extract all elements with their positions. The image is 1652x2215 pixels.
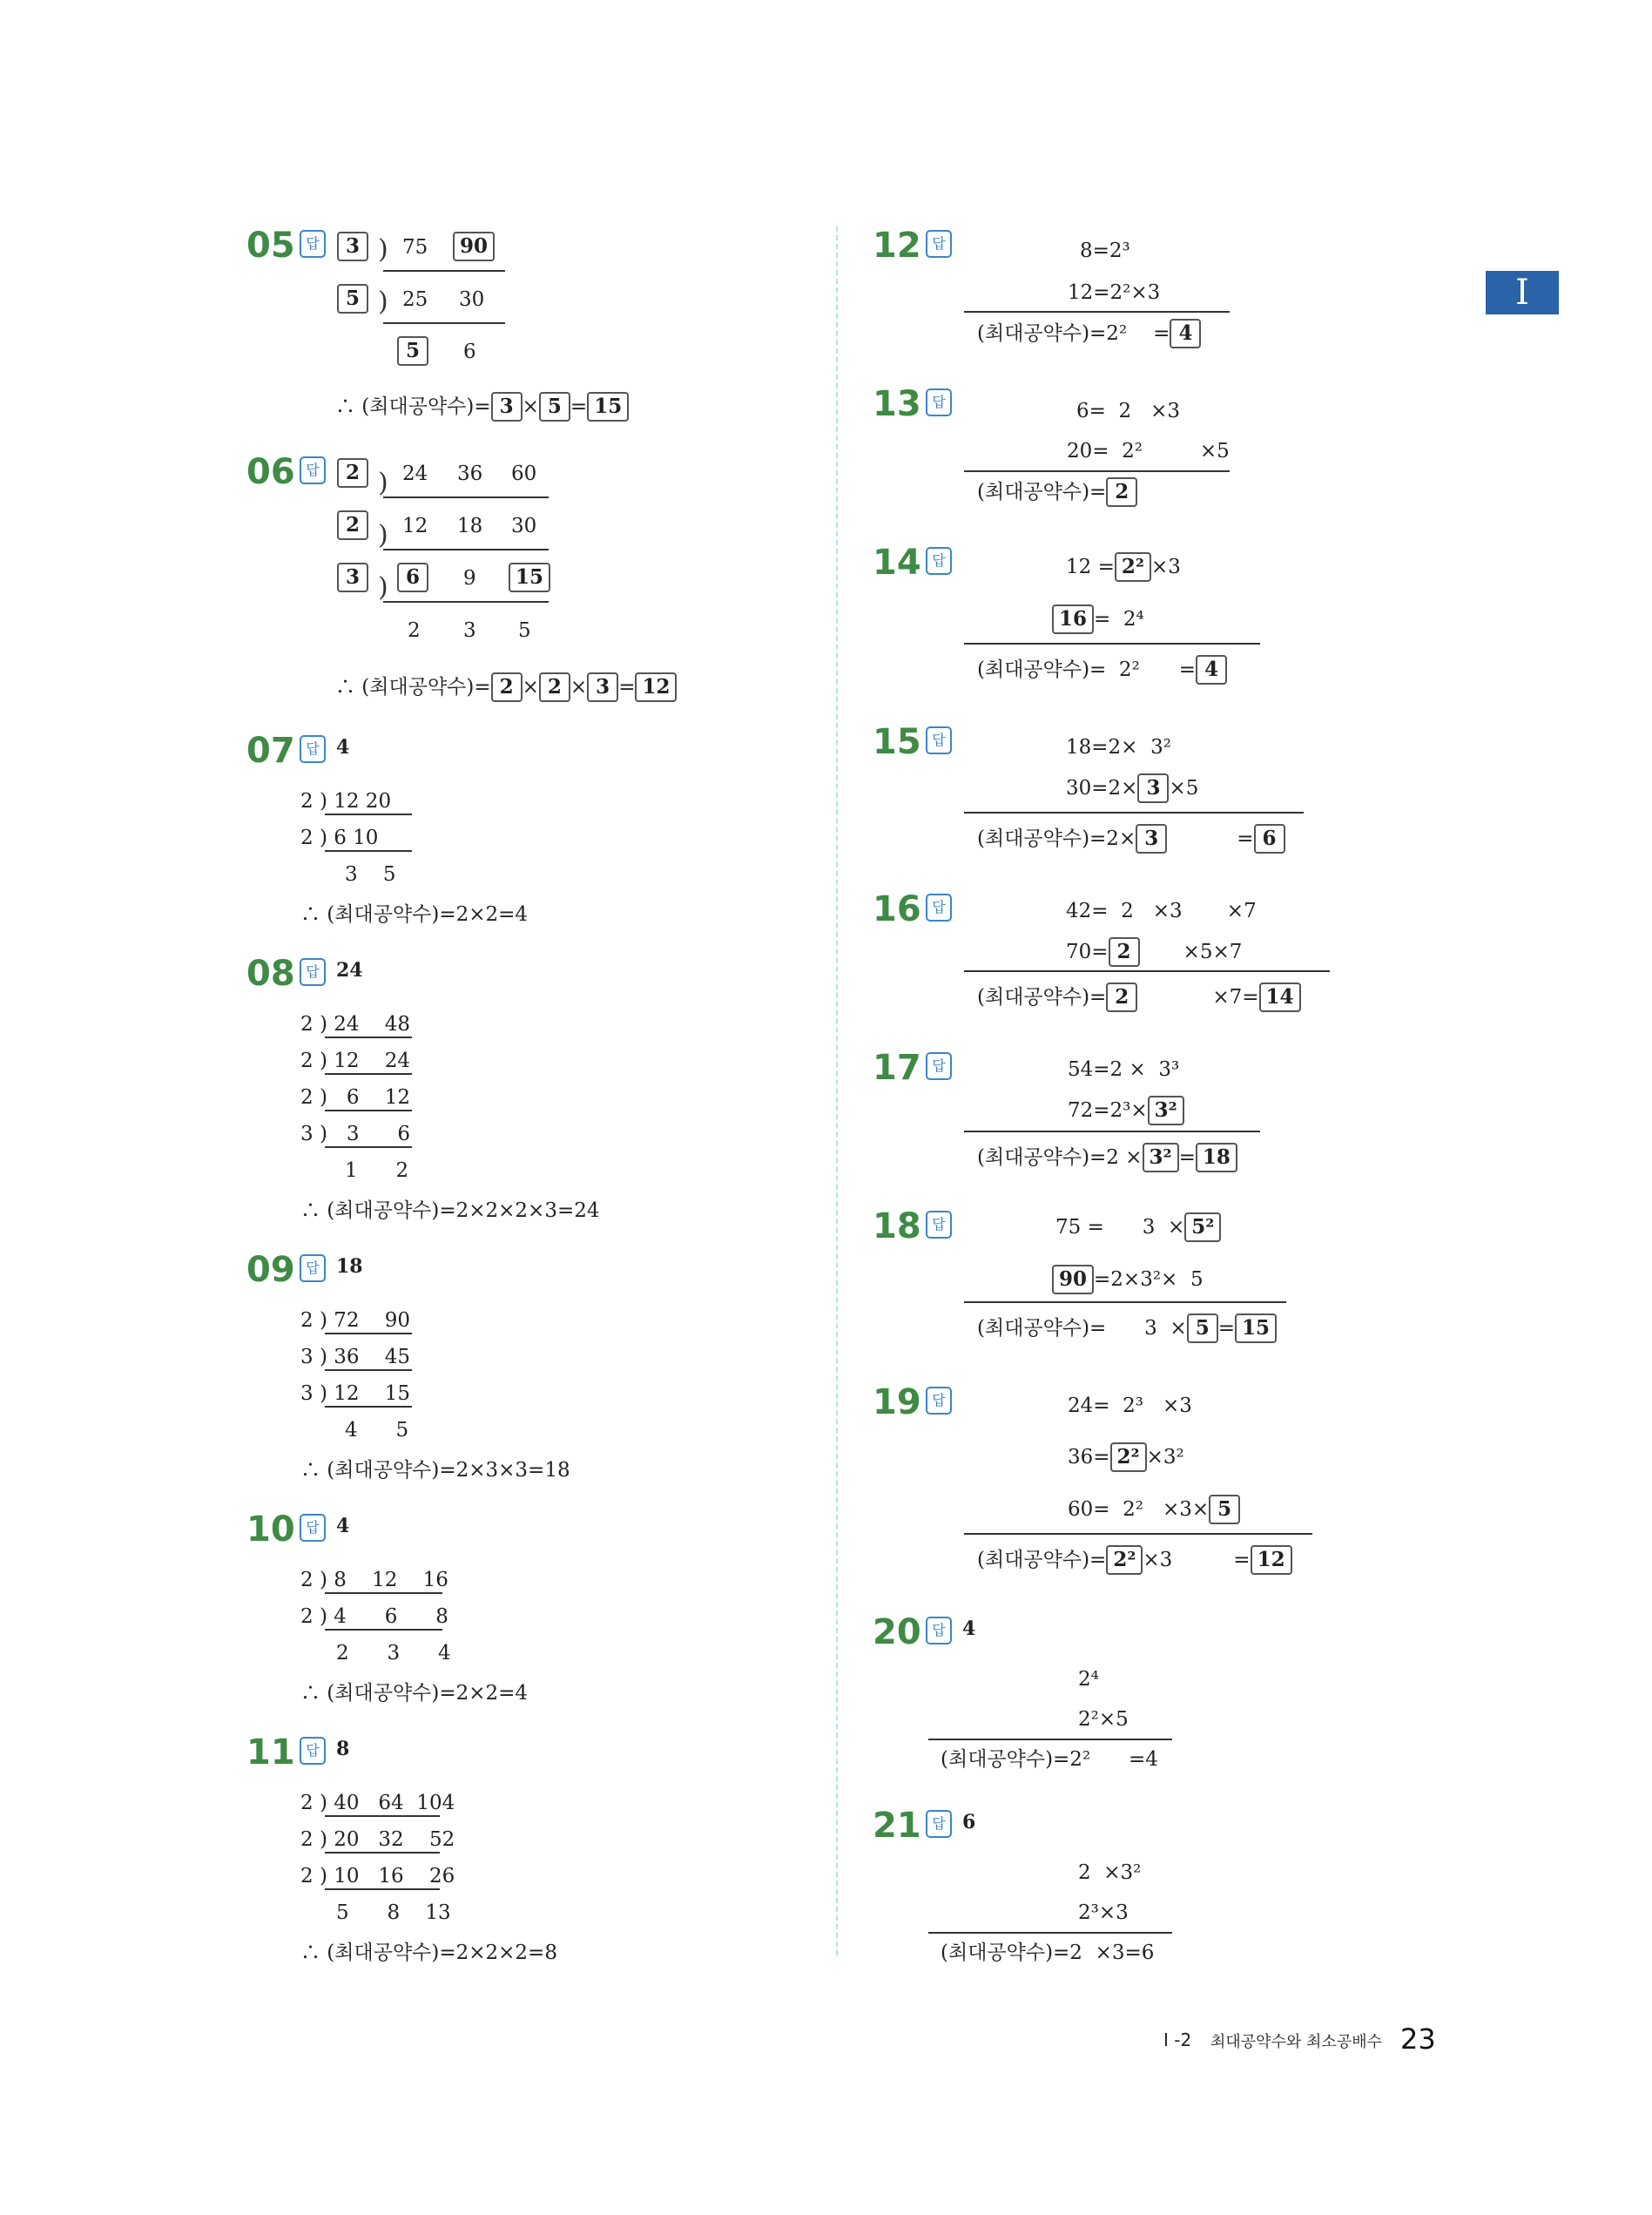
quotient: 2: [408, 619, 421, 642]
dividend: 36: [457, 463, 483, 485]
answer-box: 2: [491, 672, 523, 702]
answer-box: 4: [1170, 319, 1201, 348]
division-line: [325, 1369, 412, 1371]
answer-box: 2²: [1115, 552, 1151, 582]
factorization-line: 2⁴: [1078, 1668, 1099, 1691]
division-line: [325, 850, 412, 852]
answer-box: 3²: [1143, 1143, 1179, 1172]
answer-box: 5²: [1184, 1212, 1221, 1242]
problem-number: 19: [873, 1382, 921, 1422]
sum-line: [964, 311, 1230, 313]
answer-box: 15: [509, 563, 550, 592]
dividend: 60: [511, 463, 537, 485]
sum-line: [964, 1533, 1312, 1535]
answer-value: 8: [336, 1738, 350, 1760]
gcd-line: (최대공약수)=2² =4: [941, 1748, 1158, 1771]
division-line: [325, 1146, 412, 1148]
problem-number: 06: [246, 452, 295, 492]
answer-box: 16: [1052, 604, 1094, 634]
answer-value: 6: [962, 1811, 976, 1833]
answer-box: 5: [397, 336, 428, 366]
answer-value: 4: [336, 736, 350, 759]
answer-box: 2: [1106, 477, 1137, 507]
quotient-row: 2 3 4: [336, 1642, 451, 1665]
answer-value: 4: [336, 1515, 350, 1537]
answer-badge: 답: [300, 1254, 326, 1282]
division-line: [325, 1888, 440, 1890]
division-row: 3 ) 36 45: [300, 1346, 411, 1368]
answer-badge: 답: [300, 958, 326, 986]
division-row: 2 ) 4 6 8: [300, 1605, 448, 1628]
division-line: [325, 1592, 442, 1594]
division-line: [325, 814, 412, 815]
factorization-line: 2 ×3²: [1078, 1861, 1142, 1884]
answer-box: 6: [1254, 824, 1285, 854]
answer-box: 14: [1259, 983, 1301, 1012]
dividend: 30: [511, 515, 537, 537]
quotient-row: 4 5: [345, 1419, 409, 1442]
gcd-line: (최대공약수)=2 ×3=6: [941, 1942, 1155, 1964]
answer-box: 3: [491, 392, 523, 422]
answer-badge: 답: [926, 547, 952, 575]
problem-number: 05: [246, 226, 295, 266]
factorization-line: 36= 2² ×3²: [1068, 1442, 1184, 1472]
problem-number: 13: [873, 384, 921, 424]
division-row: 2 ) 72 90: [300, 1309, 411, 1332]
division-line: [325, 1815, 440, 1817]
problem-number: 08: [246, 954, 295, 994]
sum-line: [964, 643, 1260, 645]
answer-value: 24: [336, 959, 363, 982]
answer-box: 3: [1136, 824, 1167, 854]
sum-line: [964, 812, 1304, 814]
quotient-row: 3 5: [345, 863, 396, 886]
dividend: 18: [457, 515, 483, 537]
factorization-line: 2³×3: [1078, 1901, 1129, 1924]
problem-number: 07: [246, 731, 295, 771]
answer-box: 5: [1209, 1495, 1240, 1524]
answer-box: 3: [337, 232, 368, 261]
answer-box: 2: [539, 672, 570, 702]
factorization-line: 12 = 2² ×3: [1066, 552, 1181, 582]
answer-badge: 답: [300, 456, 326, 484]
quotient-row: 5 8 13: [336, 1901, 451, 1924]
division-line: [325, 1406, 412, 1408]
division-row: 2 ) 12 20: [300, 790, 392, 813]
division-line: [383, 270, 505, 272]
problem-number: 14: [873, 543, 921, 583]
gcd-line: (최대공약수)=2² = 4: [977, 319, 1201, 348]
problem-number: 16: [873, 889, 921, 929]
dividend: 25: [402, 288, 428, 311]
problem-number: 17: [873, 1048, 921, 1088]
problem-number: 18: [873, 1206, 921, 1246]
answer-box: 90: [1052, 1265, 1094, 1294]
factorization-line: 8=2³: [1080, 240, 1130, 262]
dividend: 12: [402, 515, 428, 537]
answer-box: 6: [397, 563, 428, 592]
answer-value: 4: [962, 1617, 976, 1640]
sum-line: [928, 1932, 1172, 1934]
answer-box: 90: [453, 232, 495, 261]
division-row: 2 ) 10 16 26: [300, 1865, 455, 1887]
quotient-row: 1 2: [345, 1159, 409, 1182]
conclusion: ∴ (최대공약수)=2×3×3=18: [300, 1459, 570, 1482]
chapter-tab: I: [1486, 271, 1559, 314]
problem-number: 21: [873, 1806, 921, 1846]
answer-badge: 답: [926, 1617, 952, 1644]
division-line: [325, 1037, 412, 1038]
answer-badge: 답: [926, 1387, 952, 1415]
answer-badge: 답: [926, 1052, 952, 1080]
factorization-line: 70= 2 ×5×7: [1066, 937, 1242, 967]
sum-line: [964, 470, 1230, 472]
problem-number: 09: [246, 1250, 295, 1290]
problem-number: 12: [873, 226, 921, 266]
gcd-line: (최대공약수)= 2: [977, 477, 1137, 507]
problem-number: 11: [246, 1732, 295, 1773]
answer-badge: 답: [300, 1737, 326, 1765]
problem-number: 10: [246, 1509, 295, 1550]
factorization-line: 6= 2 ×3: [1076, 400, 1180, 422]
division-row: 2 ) 12 24: [300, 1050, 411, 1072]
conclusion: ∴ (최대공약수)=2×2=4: [300, 1682, 529, 1705]
factorization-line: 75 = 3 × 5²: [1055, 1212, 1221, 1242]
division-row: 2 ) 8 12 16: [300, 1569, 448, 1591]
sum-line: [928, 1739, 1172, 1740]
factorization-line: 90 =2×3²× 5: [1052, 1265, 1204, 1294]
answer-badge: 답: [926, 1810, 952, 1838]
answer-box: 5: [1187, 1313, 1218, 1343]
answer-badge: 답: [926, 1211, 952, 1239]
factorization-line: 16 = 2⁴: [1052, 604, 1144, 634]
gcd-line: (최대공약수)= 3 × 5 = 15: [977, 1313, 1277, 1343]
factorization-line: 2²×5: [1078, 1708, 1129, 1731]
problem-number: 15: [873, 722, 921, 762]
answer-box: 2: [1109, 937, 1140, 967]
page-number: 23: [1400, 2023, 1436, 2056]
gcd-line: (최대공약수)= 2² ×3 = 12: [977, 1545, 1292, 1575]
quotient: 3: [463, 619, 476, 642]
answer-box: 2: [1106, 983, 1137, 1012]
conclusion: ∴ (최대공약수)=2×2=4: [300, 903, 529, 926]
division-line: [325, 1110, 412, 1111]
answer-box: 18: [1196, 1143, 1237, 1172]
division-line: [325, 1333, 412, 1334]
division-row: 2 ) 24 48: [300, 1013, 411, 1036]
factorization-line: 60= 2² ×3× 5: [1068, 1495, 1240, 1524]
gcd-line: (최대공약수)= 2² = 4: [977, 655, 1227, 685]
division-row: 2 ) 20 32 52: [300, 1828, 455, 1851]
dividend: 75: [402, 236, 428, 259]
answer-badge: 답: [926, 726, 952, 754]
footer-title: 최대공약수와 최소공배수: [1210, 2033, 1382, 2051]
division-bracket: ): [378, 234, 388, 265]
division-bracket: ): [378, 520, 388, 550]
factorization-line: 42= 2 ×3 ×7: [1066, 900, 1257, 922]
problem-number: 20: [873, 1612, 921, 1652]
sum-line: [964, 970, 1330, 972]
gcd-line: (최대공약수)=2 × 3² = 18: [977, 1143, 1237, 1172]
quotient: 6: [463, 341, 476, 363]
answer-box: 15: [587, 392, 629, 422]
answer-value: 18: [336, 1255, 363, 1278]
factorization-line: 30=2× 3 ×5: [1066, 773, 1198, 803]
division-bracket: ): [378, 572, 388, 603]
answer-box: 3²: [1148, 1096, 1184, 1125]
division-line: [383, 322, 505, 324]
division-row: 2 ) 40 64 104: [300, 1792, 455, 1814]
conclusion: ∴ (최대공약수)=2×2×2=8: [300, 1942, 557, 1964]
answer-box: 15: [1235, 1313, 1277, 1343]
answer-box: 3: [337, 563, 368, 592]
division-bracket: ): [378, 468, 388, 498]
factorization-line: 54=2 × 3³: [1068, 1058, 1180, 1081]
division-row: 3 ) 3 6: [300, 1123, 410, 1145]
division-row: 2 ) 6 10: [300, 827, 379, 849]
answer-badge: 답: [926, 388, 952, 416]
footer-section: I -2: [1163, 2029, 1192, 2050]
quotient: 5: [518, 619, 531, 642]
answer-badge: 답: [926, 894, 952, 922]
factorization-line: 18=2× 3²: [1066, 736, 1171, 759]
factorization-line: 12=2²×3: [1068, 281, 1161, 304]
answer-box: 12: [635, 672, 677, 702]
division-bracket: ): [378, 287, 388, 317]
answer-box: 3: [1137, 773, 1169, 803]
factorization-line: 20= 2² ×5: [1067, 440, 1230, 463]
dividend: 30: [459, 288, 485, 311]
answer-box: 2²: [1110, 1442, 1147, 1472]
sum-line: [964, 1131, 1260, 1132]
factorization-line: 72=2³× 3²: [1068, 1096, 1184, 1125]
conclusion: ∴ (최대공약수)= 2 × 2 × 3 = 12: [335, 672, 677, 702]
answer-box: 5: [539, 392, 570, 422]
division-line: [383, 496, 549, 498]
answer-badge: 답: [300, 230, 326, 258]
dividend: 24: [402, 463, 428, 485]
answer-box: 2²: [1106, 1545, 1143, 1575]
division-line: [383, 549, 549, 550]
answer-box: 12: [1251, 1545, 1292, 1575]
gcd-line: (최대공약수)=2× 3 = 6: [977, 824, 1285, 854]
gcd-line: (최대공약수)= 2 ×7= 14: [977, 983, 1301, 1012]
factorization-line: 24= 2³ ×3: [1068, 1395, 1192, 1417]
answer-box: 2: [337, 510, 368, 540]
answer-badge: 답: [300, 735, 326, 763]
division-line: [325, 1629, 442, 1631]
division-line: [383, 601, 549, 603]
division-line: [325, 1852, 440, 1854]
division-row: 2 ) 6 12: [300, 1086, 410, 1109]
answer-badge: 답: [300, 1514, 326, 1542]
conclusion: ∴ (최대공약수)= 3 × 5 = 15: [335, 392, 629, 422]
conclusion: ∴ (최대공약수)=2×2×2×3=24: [300, 1199, 600, 1222]
dividend: 9: [463, 567, 476, 590]
answer-box: 3: [587, 672, 618, 702]
answer-box: 2: [337, 458, 368, 488]
answer-badge: 답: [926, 230, 952, 258]
column-divider: [836, 226, 838, 1955]
division-row: 3 ) 12 15: [300, 1382, 411, 1405]
answer-box: 5: [337, 284, 368, 314]
answer-box: 4: [1196, 655, 1227, 685]
sum-line: [964, 1301, 1286, 1303]
division-line: [325, 1073, 412, 1075]
